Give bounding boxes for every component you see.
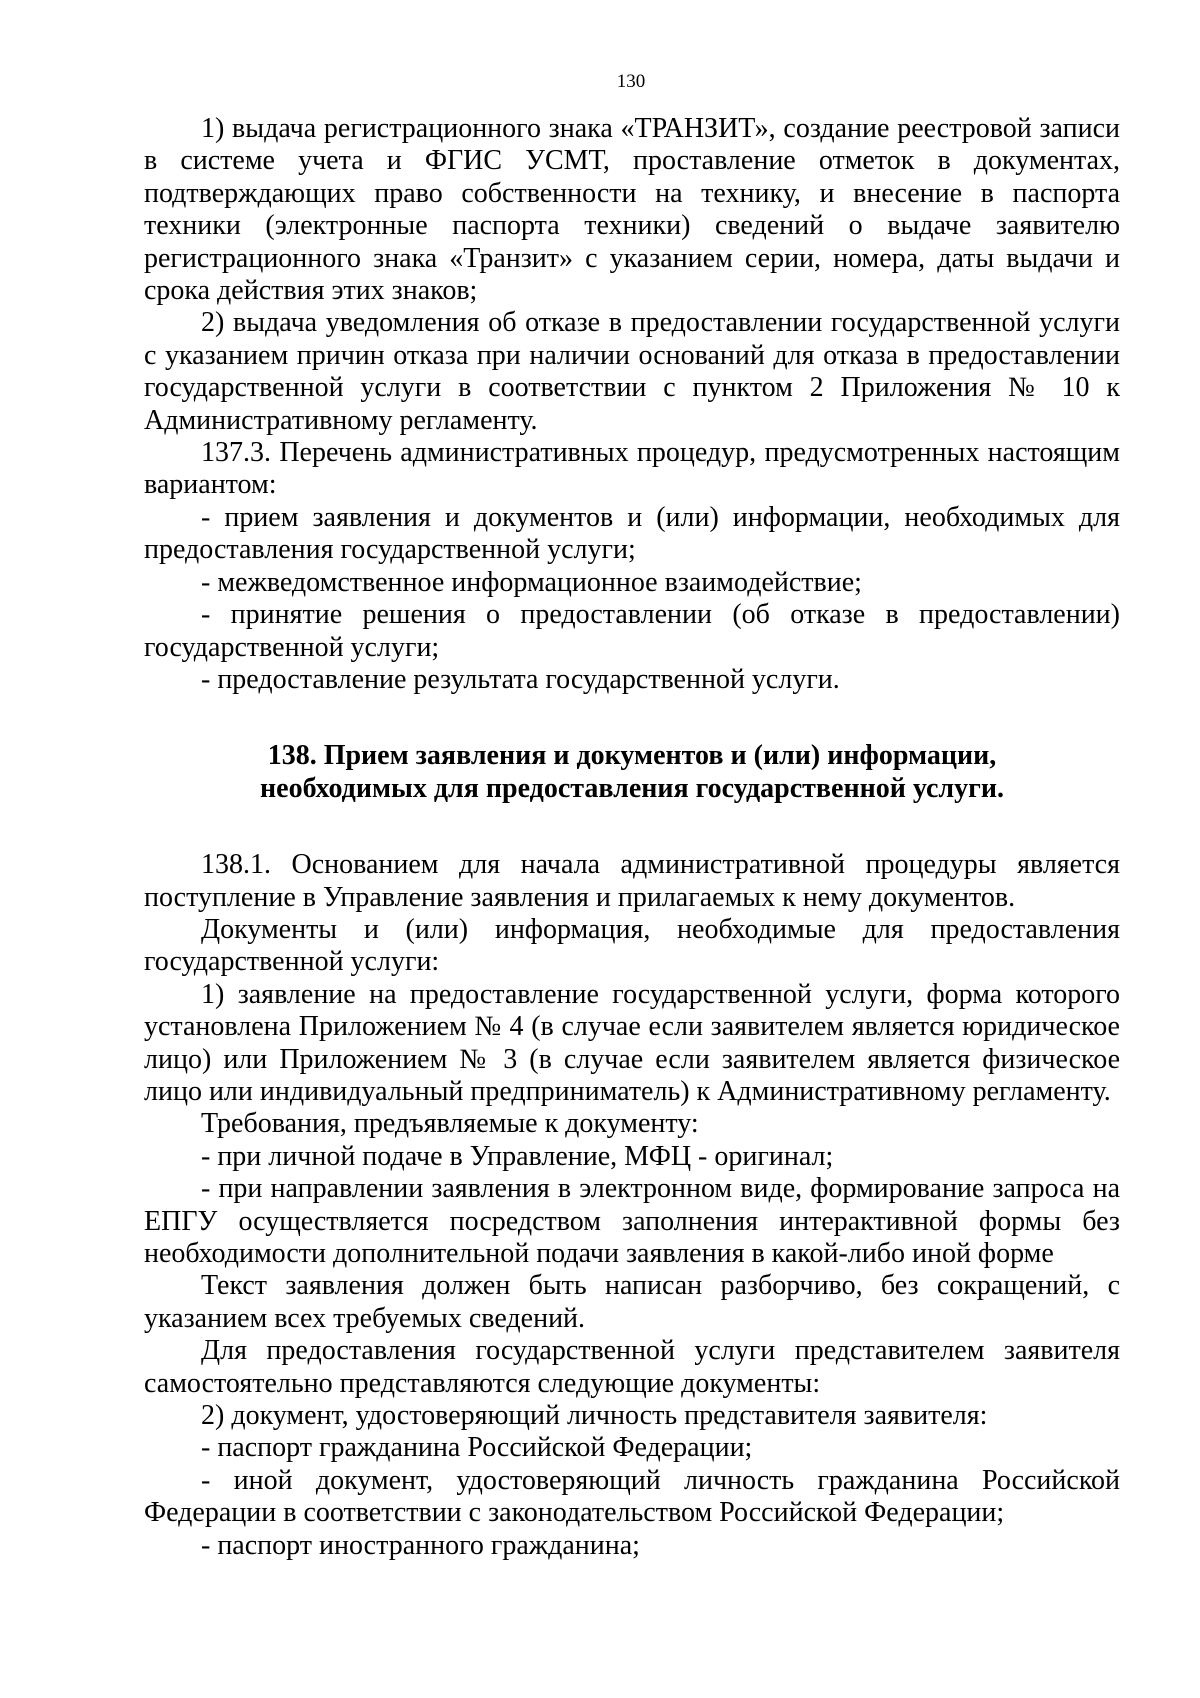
section-heading-line-2: необходимых для предоставления государственной услуги. <box>260 772 1004 804</box>
list-item-procedure-decision: - принятие решения о предоставлении (об отказе в предоставлении) государственной услуги; <box>144 599 1120 663</box>
paragraph-item-2-refusal-notice: 2) выдача уведомления об отказе в предоставлении государственной услуги с указанием причин отказа при наличии оснований для отказа в предоставлении государственной услуги в соответствии с пунктом 2 Приложения № 10 к Административному регламенту. <box>144 307 1120 436</box>
paragraph-document-requirements: Требования, предъявляемые к документу: <box>201 1108 699 1140</box>
paragraph-item-1-application: 1) заявление на предоставление государственной услуги, форма которого установлена Приложением № 4 (в случае если заявителем является юридическое лицо) или Приложением № 3 (в случае если заявителем является физическое лицо или индивидуальный предприниматель) к Административному регламенту. <box>144 978 1120 1107</box>
list-item-other-identity-document: - иной документ, удостоверяющий личность гражданина Российской Федерации в соответствии с законодательством Российской Федерации; <box>144 1464 1120 1529</box>
page-number: 130 <box>616 71 646 92</box>
list-item-procedure-result: - предоставление результата государственной услуги. <box>201 663 840 695</box>
paragraph-representative-documents: Для предоставления государственной услуги представителем заявителя самостоятельно представляются следующие документы: <box>144 1335 1120 1399</box>
document-body <box>144 113 1120 1562</box>
paragraph-item-2-identity-document: 2) документ, удостоверяющий личность представителя заявителя: <box>201 1400 988 1432</box>
list-item-electronic-submission: - при направлении заявления в электронном виде, формирование запроса на ЕПГУ осуществляется посредством заполнения интерактивной формы без необходимости дополнительной подачи заявления в какой-либо иной форме <box>144 1173 1120 1269</box>
section-heading-line-1: 138. Прием заявления и документов и (или) информации, <box>267 740 997 772</box>
paragraph-application-text: Текст заявления должен быть написан разборчиво, без сокращений, с указанием всех требуемых сведений. <box>144 1270 1120 1334</box>
list-item-procedure-reception: - прием заявления и документов и (или) информации, необходимых для предоставления государственной услуги; <box>144 501 1120 566</box>
list-item-procedure-interagency: - межведомственное информационное взаимодействие; <box>201 566 862 598</box>
paragraph-137-3: 137.3. Перечень административных процедур, предусмотренных настоящим вариантом: <box>144 437 1120 501</box>
paragraph-item-1-transit-plate: 1) выдача регистрационного знака «ТРАНЗИТ», создание реестровой записи в системе учета и ФГИС УСМТ, проставление отметок в документах, подтверждающих право собственности на технику, и внесение в паспорта техники (электронные паспорта техники) сведений о выдаче заявителю регистрационного знака «Транзит» с указанием серии, номера, даты выдачи и срока действия этих знаков; <box>144 113 1120 307</box>
list-item-foreign-passport: - паспорт иностранного гражданина; <box>201 1529 640 1561</box>
paragraph-138-1: 138.1. Основанием для начала административной процедуры является поступление в Управление заявления и прилагаемых к нему документов. <box>144 849 1120 913</box>
section-heading-138 <box>144 740 1120 805</box>
paragraph-documents-required: Документы и (или) информация, необходимые для предоставления государственной услуги: <box>144 913 1120 978</box>
list-item-personal-submission: - при личной подаче в Управление, МФЦ - оригинал; <box>201 1140 834 1172</box>
list-item-russian-passport: - паспорт гражданина Российской Федерации; <box>201 1432 753 1464</box>
